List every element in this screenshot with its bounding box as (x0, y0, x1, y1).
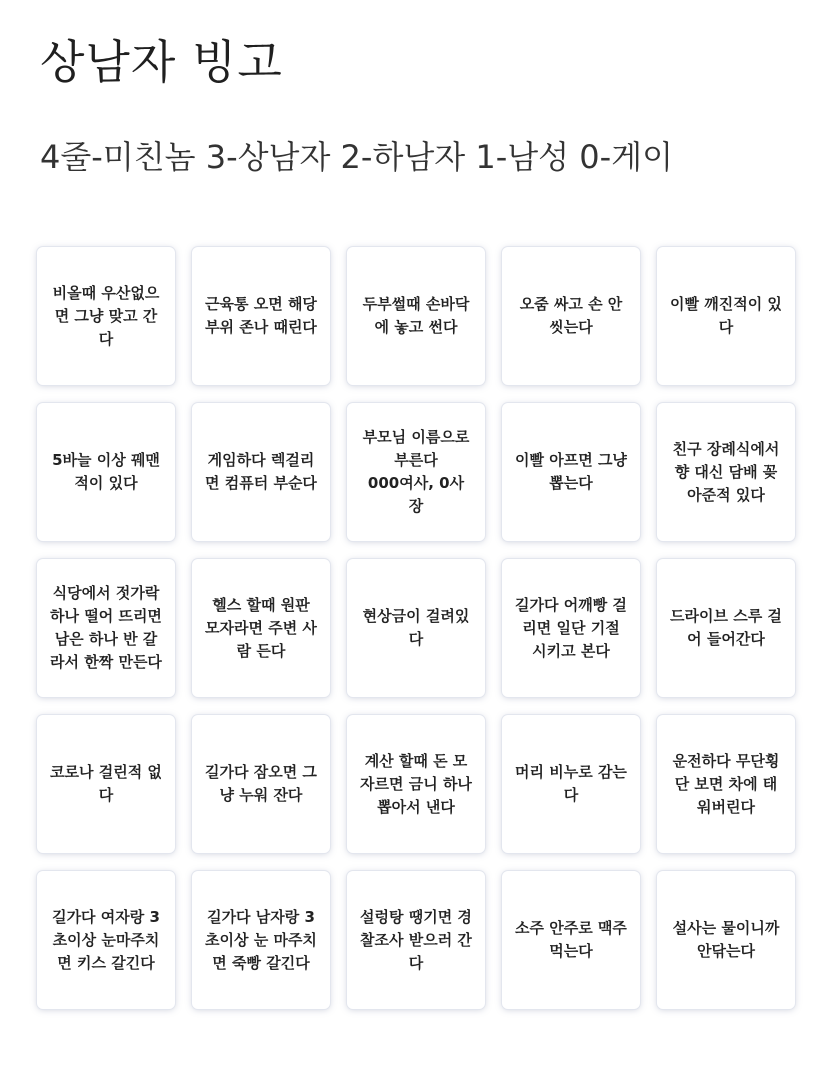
bingo-cell-text: 길가다 여자랑 3 초이상 눈마주치 면 키스 갈긴다 (52, 907, 160, 972)
bingo-cell-text: 설렁탕 땡기면 경 찰조사 받으러 간 다 (360, 907, 472, 972)
bingo-cell-r2c5[interactable] (657, 403, 795, 541)
bingo-cell-r2c4[interactable] (502, 403, 640, 541)
page-title: 상남자 빙고 (40, 35, 283, 89)
bingo-cell-r1c5[interactable] (657, 247, 795, 385)
bingo-cell-text: 이빨 아프면 그냥 뽑는다 (515, 451, 627, 492)
bingo-cell-text: 부모님 이름으로 부른다 000여사, 0사 장 (362, 428, 470, 515)
bingo-cell-r5c4[interactable] (502, 871, 640, 1009)
bingo-cell-text: 운전하다 무단횡 단 보면 차에 태 워버린다 (672, 751, 780, 816)
bingo-cell-text: 친구 장례식에서 향 대신 담배 꽂 아준적 있다 (672, 439, 780, 504)
bingo-cell-r4c4[interactable] (502, 715, 640, 853)
bingo-cell-r5c3[interactable] (347, 871, 485, 1009)
bingo-cell-text: 식당에서 젓가락 하나 떨어 뜨리면 남은 하나 반 갈 라서 한짝 만든다 (50, 584, 162, 671)
bingo-cell-r4c3[interactable] (347, 715, 485, 853)
bingo-cell-text: 헬스 할때 원판 모자라면 주변 사 람 든다 (205, 595, 317, 660)
bingo-cell-text: 오줌 싸고 손 안 씻는다 (519, 295, 623, 336)
bingo-cell-r2c2[interactable] (192, 403, 330, 541)
bingo-cell-text: 5바늘 이상 꿰맨 적이 있다 (52, 451, 160, 492)
score-legend: 4줄-미친놈 3-상남자 2-하남자 1-남성 0-게이 (40, 138, 673, 176)
bingo-cell-r3c2[interactable] (192, 559, 330, 697)
bingo-cell-r5c1[interactable] (37, 871, 175, 1009)
bingo-cell-r3c5[interactable] (657, 559, 795, 697)
bingo-cell-r1c1[interactable] (37, 247, 175, 385)
bingo-cell-text: 게임하다 렉걸리 면 컴퓨터 부순다 (205, 451, 317, 492)
bingo-cell-text: 길가다 남자랑 3 초이상 눈 마주치 면 죽빵 갈긴다 (205, 907, 317, 972)
bingo-cell-text: 머리 비누로 감는 다 (515, 763, 627, 804)
bingo-cell-r1c2[interactable] (192, 247, 330, 385)
bingo-cell-r4c2[interactable] (192, 715, 330, 853)
bingo-cell-r5c2[interactable] (192, 871, 330, 1009)
bingo-cell-text: 길가다 어깨빵 걸 리면 일단 기절 시키고 본다 (515, 595, 627, 660)
bingo-cell-r2c1[interactable] (37, 403, 175, 541)
bingo-cell-text: 이빨 깨진적이 있 다 (670, 295, 782, 336)
bingo-cell-text: 드라이브 스루 걸 어 들어간다 (670, 607, 782, 648)
bingo-cell-text: 근육통 오면 해당 부위 존나 때린다 (205, 295, 317, 336)
bingo-board (37, 247, 799, 1009)
bingo-cell-r3c3[interactable] (347, 559, 485, 697)
bingo-cell-r4c1[interactable] (37, 715, 175, 853)
bingo-cell-text: 계산 할때 돈 모 자르면 금니 하나 뽑아서 낸다 (360, 751, 472, 816)
bingo-cell-text: 소주 안주로 맥주 먹는다 (515, 919, 627, 960)
bingo-cell-r3c4[interactable] (502, 559, 640, 697)
bingo-cell-r1c3[interactable] (347, 247, 485, 385)
bingo-cell-text: 설사는 물이니까 안닦는다 (672, 919, 780, 960)
bingo-cell-text: 두부썰때 손바닥 에 놓고 썬다 (362, 295, 470, 336)
bingo-cell-r2c3[interactable] (347, 403, 485, 541)
bingo-cell-text: 현상금이 걸려있 다 (362, 607, 470, 648)
bingo-cell-text: 길가다 잠오면 그 냥 누워 잔다 (205, 763, 317, 804)
bingo-cell-r4c5[interactable] (657, 715, 795, 853)
bingo-cell-text: 코로나 걸린적 없 다 (50, 763, 162, 804)
bingo-cell-r1c4[interactable] (502, 247, 640, 385)
bingo-cell-r5c5[interactable] (657, 871, 795, 1009)
bingo-cell-r3c1[interactable] (37, 559, 175, 697)
bingo-cell-text: 비올때 우산없으 면 그냥 맞고 간 다 (52, 283, 160, 348)
